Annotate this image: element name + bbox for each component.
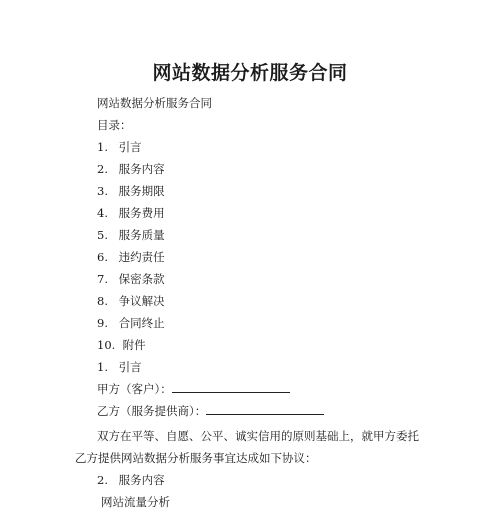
toc-item bbox=[97, 316, 165, 330]
toc-item bbox=[97, 162, 165, 176]
document-subtitle: 网站数据分析服务合同 bbox=[97, 96, 212, 110]
toc-item-label: 服务费用 bbox=[118, 206, 165, 220]
paragraph-line: 双方在平等、自愿、公平、诚实信用的原则基础上，就甲方委托 bbox=[97, 429, 419, 443]
section-label: 引言 bbox=[118, 360, 142, 374]
toc-item-label: 服务内容 bbox=[118, 162, 165, 176]
document-title: 网站数据分析服务合同 bbox=[152, 62, 348, 84]
party-a-line bbox=[97, 382, 290, 396]
section-number: 2. bbox=[97, 473, 108, 487]
party-a-label: 甲方（客户）： bbox=[97, 382, 172, 396]
toc-item-label: 争议解决 bbox=[118, 294, 165, 308]
toc-item-number: 9. bbox=[97, 316, 108, 330]
toc-item bbox=[97, 140, 142, 154]
toc-item bbox=[97, 338, 146, 352]
party-b-label: 乙方（服务提供商）： bbox=[97, 404, 207, 418]
toc-label: 目录： bbox=[97, 118, 132, 132]
party-b-blank bbox=[206, 404, 324, 415]
toc-item bbox=[97, 206, 165, 220]
toc-item-label: 服务质量 bbox=[118, 228, 165, 242]
toc-item-number: 2. bbox=[97, 162, 108, 176]
toc-item-label: 合同终止 bbox=[118, 316, 165, 330]
toc-item-number: 4. bbox=[97, 206, 108, 220]
toc-item-label: 保密条款 bbox=[118, 272, 165, 286]
section-label: 服务内容 bbox=[118, 473, 165, 487]
toc-item-label: 附件 bbox=[122, 338, 146, 352]
toc-item-number: 6. bbox=[97, 250, 108, 264]
section-heading bbox=[97, 360, 142, 374]
section-number: 1. bbox=[97, 360, 108, 374]
section-heading bbox=[97, 473, 165, 487]
toc-item-label: 服务期限 bbox=[118, 184, 165, 198]
toc-item-number: 7. bbox=[97, 272, 108, 286]
toc-item-number: 5. bbox=[97, 228, 108, 242]
paragraph-line: 乙方提供网站数据分析服务事宜达成如下协议： bbox=[75, 451, 317, 465]
toc-item bbox=[97, 228, 165, 242]
toc-item bbox=[97, 294, 165, 308]
toc-item bbox=[97, 250, 165, 264]
party-b-line bbox=[97, 404, 324, 418]
toc-item-number: 8. bbox=[97, 294, 108, 308]
toc-item-number: 10. bbox=[97, 338, 116, 352]
party-a-blank bbox=[172, 382, 290, 393]
toc-item bbox=[97, 184, 165, 198]
toc-item-label: 违约责任 bbox=[118, 250, 165, 264]
content-item: 网站流量分析 bbox=[101, 495, 170, 509]
toc-item bbox=[97, 272, 165, 286]
toc-item-number: 3. bbox=[97, 184, 108, 198]
toc-item-label: 引言 bbox=[118, 140, 142, 154]
toc-item-number: 1. bbox=[97, 140, 108, 154]
